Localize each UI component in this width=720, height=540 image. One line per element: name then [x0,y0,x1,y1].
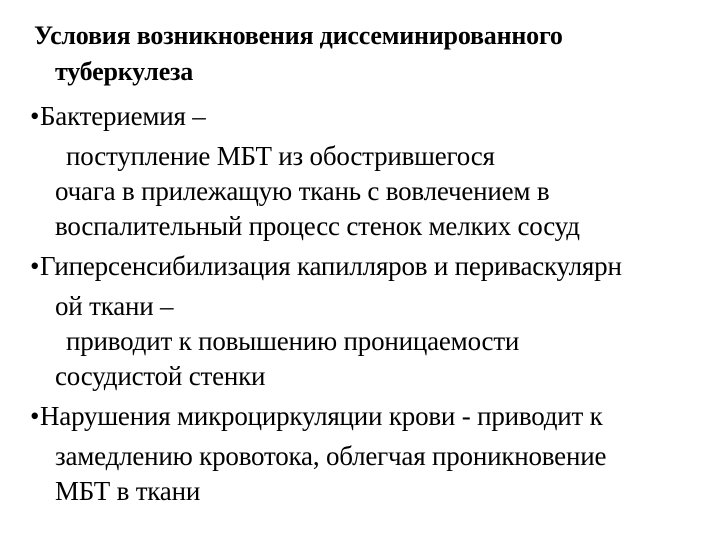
slide-title-line-2: туберкулеза [55,57,194,86]
bullet-1-text: Бактериемия – [40,101,206,131]
bullet-3-line-2: замедлению кровотока, облегчая проникновение [55,441,607,471]
bullet-2-text: Гиперсенсибилизация капилляров и периваскулярн [40,251,622,281]
bullet-2-line-2: ой ткани – [55,291,174,321]
bullet-2-line-4: сосудистой стенки [55,361,266,391]
bullet-1-line-3: очага в прилежащую ткань с вовлечением в [55,176,550,206]
bullet-3-text: Нарушения микроциркуляции крови - приводит к [40,401,603,431]
bullet-1-line-2: поступление МБТ из обострившегося [66,141,495,171]
bullet-icon: • [30,101,40,131]
bullet-3-first-line [30,400,603,432]
bullet-icon: • [30,401,40,431]
slide-title-line-1: Условия возникновения диссеминированного [34,21,563,50]
bullet-2-line-3: приводит к повышению проницаемости [66,326,520,356]
bullet-3-line-3: МБТ в ткани [55,476,201,506]
bullet-1-first-line [30,100,206,132]
bullet-icon: • [30,251,40,281]
bullet-2-first-line [30,250,622,282]
bullet-1-line-4: воспалительный процесс стенок мелких сосуд [55,211,580,241]
